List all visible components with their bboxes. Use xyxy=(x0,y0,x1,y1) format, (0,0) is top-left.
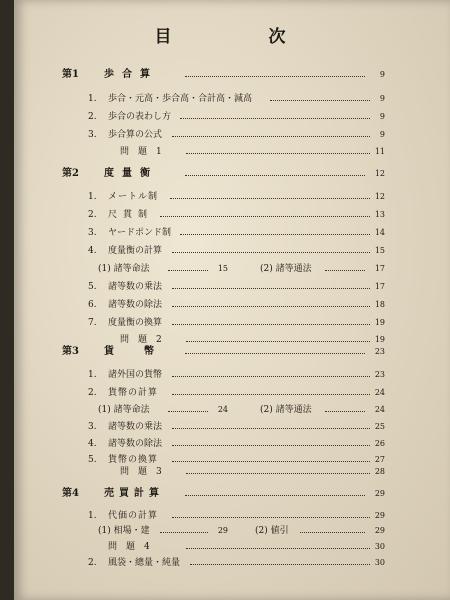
toc-item xyxy=(0,386,450,400)
item-text: 諸外国の貨幣 xyxy=(108,370,163,380)
dot-leader xyxy=(172,316,370,325)
item-text: メートル制 xyxy=(108,192,159,202)
exercise-text: 問 題 2 xyxy=(120,335,162,345)
dot-leader xyxy=(186,333,370,342)
item-number: 1. xyxy=(88,511,97,521)
item-number: 3. xyxy=(88,422,97,432)
toc-item xyxy=(0,190,450,204)
sub-item-pair xyxy=(0,524,450,538)
dot-leader xyxy=(160,524,208,533)
page-number: 9 xyxy=(379,112,385,121)
toc-item xyxy=(0,368,450,382)
item-number: 4. xyxy=(88,246,97,256)
item-number: 3. xyxy=(88,228,97,238)
dot-leader xyxy=(172,453,370,462)
page-number: 9 xyxy=(379,70,385,79)
page-number: 13 xyxy=(374,210,385,219)
item-text: 歩合の表わし方 xyxy=(108,112,172,122)
page-number: 9 xyxy=(379,94,385,103)
dot-leader xyxy=(180,226,370,235)
chapter-label: 第1 xyxy=(62,69,79,80)
page-number: 12 xyxy=(374,169,385,178)
dot-leader xyxy=(172,386,370,395)
dot-leader xyxy=(172,280,370,289)
sub-item-text: (1) 諸等命法 xyxy=(98,405,150,415)
item-text: 風袋・總量・純量 xyxy=(108,558,181,568)
page-number: 30 xyxy=(374,558,385,567)
toc-item xyxy=(0,92,450,106)
dot-leader xyxy=(172,368,370,377)
dot-leader xyxy=(168,262,208,271)
toc-item xyxy=(0,509,450,523)
item-text: 歩合・元高・歩合高・合計高・減高 xyxy=(108,94,253,104)
dot-leader xyxy=(325,403,365,412)
page-number: 15 xyxy=(217,264,228,273)
chapter-label: 第4 xyxy=(62,488,79,499)
item-text: 代価の計算 xyxy=(108,511,159,521)
item-text: 諸等数の除法 xyxy=(108,439,163,449)
exercise-row xyxy=(0,465,450,479)
sub-item-text: (2) 諸等通法 xyxy=(260,405,312,415)
page-number: 19 xyxy=(374,318,385,327)
page-number: 25 xyxy=(374,422,385,431)
item-text: 尺貫制 xyxy=(108,210,154,220)
item-text: 度量衡の換算 xyxy=(108,318,163,328)
item-text: ヤードポンド制 xyxy=(108,228,172,238)
item-number: 6. xyxy=(88,300,97,310)
chapter-title: 売買計算 xyxy=(104,488,164,499)
exercise-text: 問 題 1 xyxy=(120,147,162,157)
item-text: 度量衡の計算 xyxy=(108,246,163,256)
item-number: 4. xyxy=(88,439,97,449)
chapter-label: 第2 xyxy=(62,168,79,179)
page-title: 目 次 xyxy=(154,27,326,47)
page-number: 18 xyxy=(374,300,385,309)
dot-leader xyxy=(172,298,370,307)
dot-leader xyxy=(190,556,370,565)
chapter-title: 貨幣 xyxy=(104,346,184,357)
toc-item xyxy=(0,128,450,142)
sub-item-text: (1) 相場・建 xyxy=(98,526,150,536)
toc-item xyxy=(0,437,450,451)
dot-leader xyxy=(185,68,365,77)
toc-item xyxy=(0,208,450,222)
page-number: 27 xyxy=(374,455,385,464)
item-text: 諸等数の除法 xyxy=(108,300,163,310)
page-number: 26 xyxy=(374,439,385,448)
toc-item xyxy=(0,298,450,312)
dot-leader xyxy=(172,437,370,446)
page-number: 30 xyxy=(374,542,385,551)
chapter-row xyxy=(0,487,450,501)
toc-item xyxy=(0,110,450,124)
page-number: 24 xyxy=(217,405,228,414)
dot-leader xyxy=(325,262,365,271)
item-number: 5. xyxy=(88,455,97,465)
dot-leader xyxy=(186,145,370,154)
page-number: 29 xyxy=(217,526,228,535)
sub-item-pair xyxy=(0,262,450,276)
dot-leader xyxy=(185,487,365,496)
dot-leader xyxy=(160,208,370,217)
item-text: 歩合算の公式 xyxy=(108,130,163,140)
dot-leader xyxy=(180,110,370,119)
toc-item xyxy=(0,244,450,258)
toc-item xyxy=(0,420,450,434)
page-number: 9 xyxy=(379,130,385,139)
page-number: 17 xyxy=(374,282,385,291)
chapter-row xyxy=(0,68,450,82)
page-number: 29 xyxy=(374,489,385,498)
dot-leader xyxy=(170,190,370,199)
item-number: 2. xyxy=(88,210,97,220)
dot-leader xyxy=(300,524,365,533)
item-text: 貨幣の換算 xyxy=(108,455,159,465)
item-number: 1. xyxy=(88,370,97,380)
page-number: 17 xyxy=(374,264,385,273)
chapter-title: 度量衡 xyxy=(104,168,158,179)
sub-item-text: (1) 諸等命法 xyxy=(98,264,150,274)
sub-item-text: (2) 諸等通法 xyxy=(260,264,312,274)
page-number: 24 xyxy=(374,388,385,397)
item-number: 1. xyxy=(88,94,97,104)
page-number: 19 xyxy=(374,335,385,344)
item-text: 貨幣の計算 xyxy=(108,388,159,398)
dot-leader xyxy=(172,244,370,253)
exercise-text: 問 題 3 xyxy=(120,467,162,477)
toc-item xyxy=(0,226,450,240)
sub-item-pair xyxy=(0,403,450,417)
item-number: 2. xyxy=(88,558,97,568)
item-text: 諸等数の乗法 xyxy=(108,282,163,292)
dot-leader xyxy=(185,345,365,354)
dot-leader xyxy=(168,403,208,412)
dot-leader xyxy=(186,465,370,474)
dot-leader xyxy=(186,540,370,549)
sub-item-text: (2) 値引 xyxy=(255,526,289,536)
page-number: 12 xyxy=(374,192,385,201)
exercise-row xyxy=(0,540,450,554)
chapter-title: 歩合算 xyxy=(104,69,158,80)
exercise-text: 問 題 4 xyxy=(108,542,150,552)
chapter-row xyxy=(0,345,450,359)
exercise-row xyxy=(0,145,450,159)
item-number: 5. xyxy=(88,282,97,292)
page-number: 24 xyxy=(374,405,385,414)
page-number: 29 xyxy=(374,511,385,520)
item-number: 2. xyxy=(88,388,97,398)
item-number: 1. xyxy=(88,192,97,202)
page-number: 28 xyxy=(374,467,385,476)
dot-leader xyxy=(270,92,370,101)
dot-leader xyxy=(172,420,370,429)
toc-item xyxy=(0,280,450,294)
dot-leader xyxy=(185,167,365,176)
chapter-row xyxy=(0,167,450,181)
toc-item xyxy=(0,316,450,330)
page-number: 29 xyxy=(374,526,385,535)
item-number: 3. xyxy=(88,130,97,140)
item-text: 諸等数の乗法 xyxy=(108,422,163,432)
page-number: 11 xyxy=(374,147,385,156)
page-number: 14 xyxy=(374,228,385,237)
page-number: 23 xyxy=(374,347,385,356)
toc-item xyxy=(0,556,450,570)
page-number: 23 xyxy=(374,370,385,379)
chapter-label: 第3 xyxy=(62,346,79,357)
item-number: 7. xyxy=(88,318,97,328)
dot-leader xyxy=(172,128,370,137)
item-number: 2. xyxy=(88,112,97,122)
page-number: 15 xyxy=(374,246,385,255)
dot-leader xyxy=(172,509,370,518)
